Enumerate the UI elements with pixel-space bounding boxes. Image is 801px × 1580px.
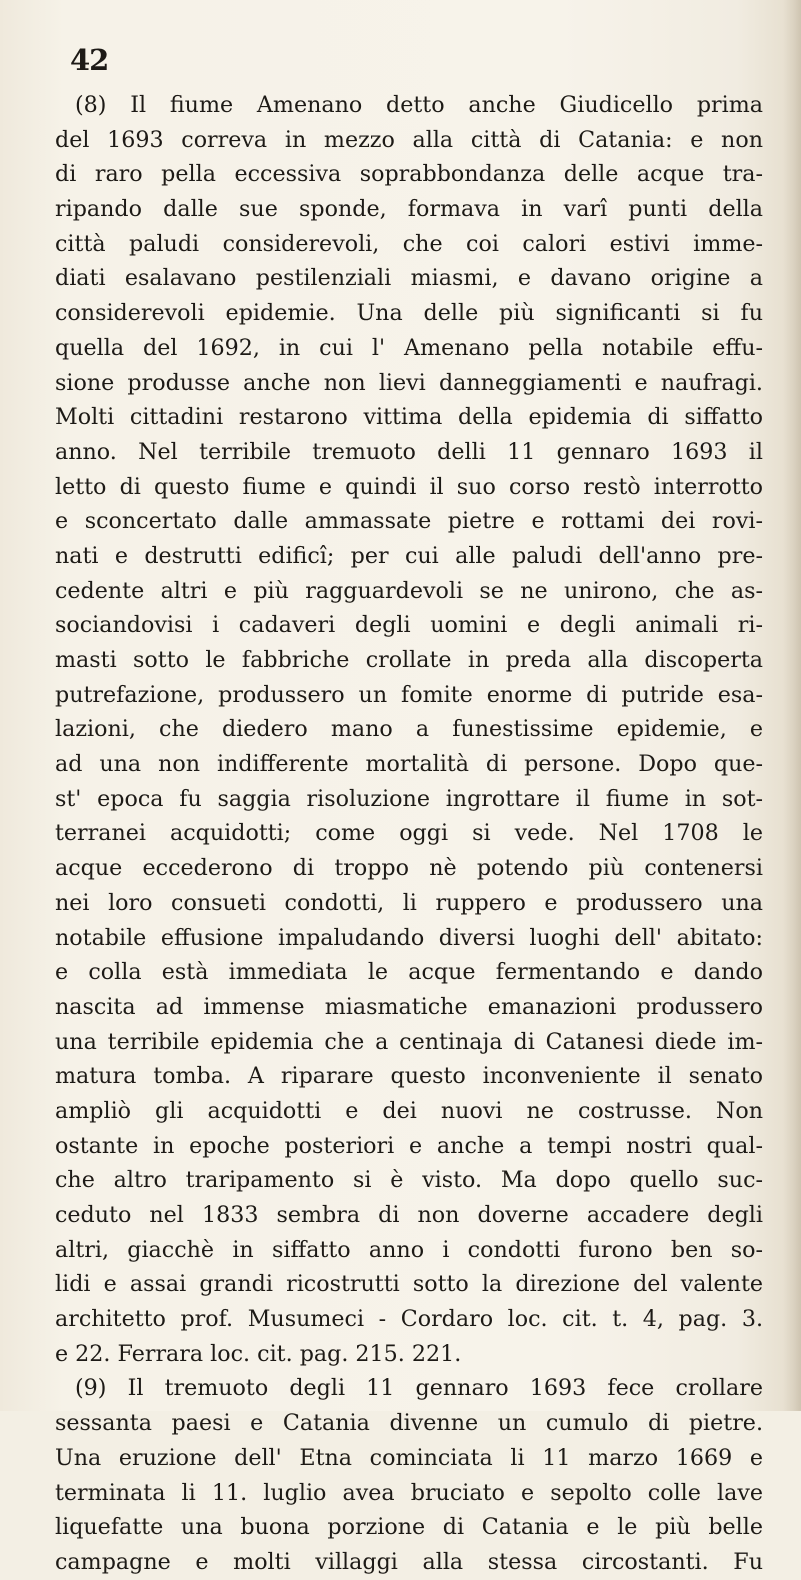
- text-line: nei loro consueti condotti, li ruppero e produssero una: [55, 889, 763, 916]
- text-line: Molti cittadini restarono vittima della epidemia di siffatto: [55, 404, 763, 431]
- text-line: considerevoli epidemie. Una delle più significanti si fu: [55, 300, 763, 327]
- text-line: masti sotto le fabbriche crollate in preda alla discoperta: [55, 647, 763, 673]
- text-line: che altro traripamento si è visto. Ma dopo quello suc-: [55, 1167, 763, 1194]
- text-line: (9) Il tremuoto degli 11 gennaro 1693 fece crollare: [75, 1375, 763, 1402]
- text-line: Una eruzione dell' Etna cominciata li 11 marzo 1669 e: [55, 1444, 763, 1471]
- text-line: anno. Nel terribile tremuoto delli 11 gennaro 1693 il: [55, 438, 763, 465]
- text-line: cedente altri e più ragguardevoli se ne unirono, che as-: [55, 577, 763, 604]
- text-line: campagne e molti villaggi alla stessa circostanti. Fu: [55, 1548, 763, 1575]
- text-line: putrefazione, produssero un fomite enorme di putride esa-: [55, 681, 763, 708]
- text-line: e 22. Ferrara loc. cit. pag. 215. 221.: [55, 1340, 462, 1367]
- page-number: 42: [70, 43, 109, 77]
- text-line: matura tomba. A riparare questo inconveniente il senato: [55, 1063, 763, 1090]
- text-line: di raro pella eccessiva soprabbondanza delle acque tra-: [55, 161, 763, 188]
- text-line: sione produsse anche non lievi danneggiamenti e naufragi.: [55, 369, 763, 396]
- text-line: ostante in epoche posteriori e anche a tempi nostri qual-: [55, 1132, 763, 1159]
- text-line: notabile effusione impaludando diversi luoghi dell' abitato:: [55, 924, 763, 951]
- text-line: nati e destrutti edificî; per cui alle paludi dell'anno pre-: [55, 542, 763, 569]
- text-line: diati esalavano pestilenziali miasmi, e davano origine a: [55, 265, 763, 292]
- text-line: acque eccederono di troppo nè potendo più contenersi: [55, 855, 763, 882]
- text-line: ampliò gli acquidotti e dei nuovi ne costrusse. Non: [55, 1097, 763, 1124]
- page-edge-shadow: [783, 0, 801, 1411]
- text-line: lazioni, che diedero mano a funestissime epidemie, e: [55, 716, 763, 743]
- text-line: del 1693 correva in mezzo alla città di Catania: e non: [55, 126, 763, 153]
- footnote-text: [55, 88, 763, 1580]
- text-line: st' epoca fu saggia risoluzione ingrottare il fiume in sot-: [55, 785, 763, 812]
- text-line: nascita ad immense miasmatiche emanazioni produssero: [55, 993, 763, 1020]
- text-line: quella del 1692, in cui l' Amenano pella notabile effu-: [55, 334, 763, 361]
- text-line: città paludi considerevoli, che coi calori estivi imme-: [55, 230, 763, 257]
- text-line: ad una non indifferente mortalità di persone. Dopo que-: [55, 751, 763, 778]
- text-line: una terribile epidemia che a centinaja di Catanesi diede im-: [55, 1028, 763, 1055]
- text-line: terranei acquidotti; come oggi si vede. Nel 1708 le: [55, 820, 763, 847]
- text-line: e sconcertato dalle ammassate pietre e rottami dei rovi-: [55, 508, 763, 535]
- text-line: ceduto nel 1833 sembra di non doverne accadere degli: [55, 1202, 763, 1228]
- text-line: sessanta paesi e Catania divenne un cumulo di pietre.: [55, 1410, 763, 1437]
- text-line: liquefatte una buona porzione di Catania e le più belle: [55, 1514, 763, 1541]
- text-line: terminata li 11. luglio avea bruciato e sepolto colle lave: [55, 1479, 763, 1506]
- text-line: (8) Il fiume Amenano detto anche Giudicello prima: [75, 92, 763, 118]
- text-line: sociandovisi i cadaveri degli uomini e degli animali ri-: [55, 612, 763, 639]
- text-line: altri, giacchè in siffatto anno i condotti furono ben so-: [55, 1236, 763, 1263]
- text-line: letto di questo fiume e quindi il suo corso restò interrotto: [55, 473, 763, 500]
- text-line: lidi e assai grandi ricostrutti sotto la direzione del valente: [55, 1271, 763, 1298]
- text-line: architetto prof. Musumeci - Cordaro loc. cit. t. 4, pag. 3.: [55, 1306, 763, 1333]
- text-line: e colla està immediata le acque fermentando e dando: [55, 959, 763, 986]
- text-line: ripando dalle sue sponde, formava in varî punti della: [55, 196, 763, 223]
